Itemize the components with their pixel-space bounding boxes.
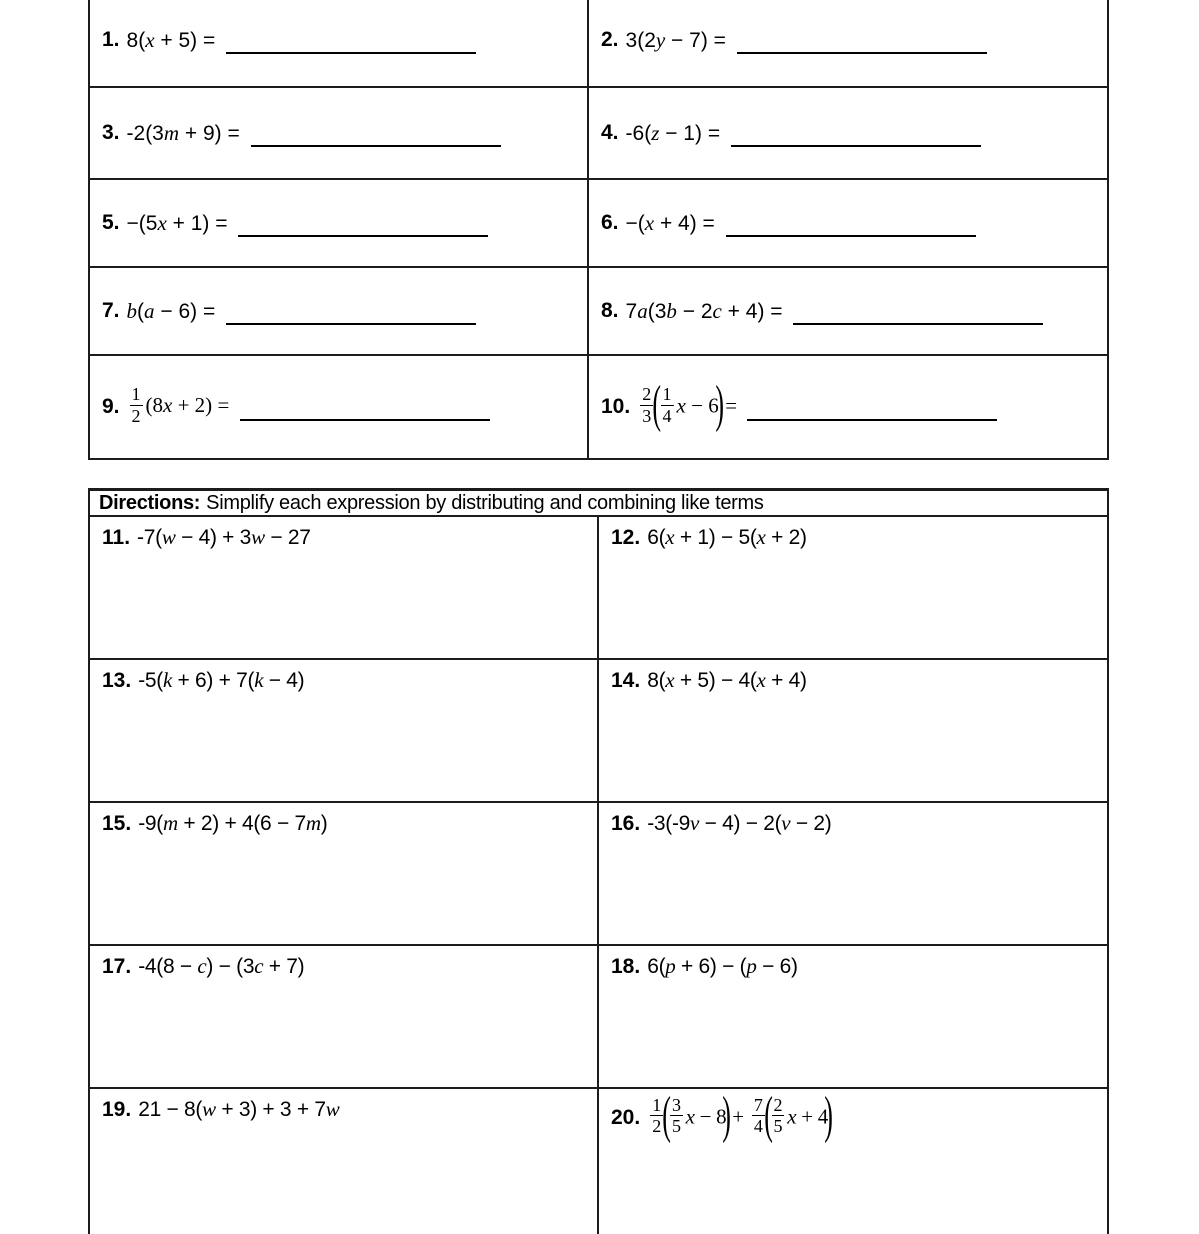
problem-number: 2. [601,28,619,51]
expression-text: − 2 [676,299,713,323]
distribute-problems-table [88,0,1109,460]
answer-blank [251,145,501,147]
expression-text: 21 − 8( [138,1098,203,1121]
problem-number: 8. [601,299,619,322]
problem-number: 12. [611,525,641,549]
problem-cell [90,1089,599,1234]
problem-number: 17. [102,954,132,978]
variable: w [161,525,176,549]
expression-text: 8( [126,28,146,52]
expression-text: − 1) = [659,121,726,145]
variable: x [163,393,173,418]
problem-number: 5. [102,211,120,234]
problem-cell [90,517,599,658]
variable: w [325,1097,340,1121]
variable: x [756,668,766,692]
expression-text: − 6 [685,393,719,418]
problem [601,121,981,146]
problem-expression [647,811,831,836]
fraction-denominator: 2 [652,1116,661,1137]
problem-expression [127,28,222,53]
fraction-numerator: 7 [753,1095,763,1116]
fraction [640,384,653,425]
problem-number: 1. [102,28,120,51]
variable: c [197,954,207,978]
expression-text: = [720,393,743,418]
problem [102,28,476,53]
problem [611,954,798,979]
variable: c [254,954,264,978]
problem-cell [589,268,1107,354]
table-row [90,803,1107,946]
expression-text: (3 [647,299,667,323]
table2-rows [90,517,1107,1234]
fraction [130,384,143,425]
expression-text: − 4) [263,669,305,692]
variable: m [162,811,178,835]
table-row [90,517,1107,660]
problem [601,376,997,434]
problem [102,1097,339,1122]
fraction-numerator: 1 [652,1095,661,1116]
problem-expression [626,211,721,236]
variable: w [251,525,265,549]
fraction-denominator: 5 [671,1116,681,1137]
expression-text: + 5) = [154,28,222,52]
fraction-numerator: 1 [662,384,672,405]
problem-number: 3. [102,121,120,144]
fraction-denominator: 4 [662,405,672,426]
big-paren: ( [763,1089,773,1144]
expression-text: + 3) + 3 + 7 [215,1098,326,1121]
directions-label: Directions: [99,491,201,514]
variable: x [665,668,675,692]
problem-number: 16. [611,811,641,835]
problem-expression [137,525,311,550]
answer-blank [726,235,976,237]
expression-text: ) − (3 [206,955,255,978]
problem-expression [138,668,304,693]
expression-text: + 4 [796,1104,828,1129]
table-row [90,180,1107,268]
expression-text: 6( [647,526,666,549]
simplify-problems-table [88,488,1109,1234]
problem-expression [626,299,789,324]
problem-expression [138,1097,339,1122]
problem-cell [599,1089,1107,1234]
problem-number: 14. [611,668,641,692]
expression-text: − 7) = [665,28,732,52]
table-row [90,1089,1107,1234]
expression-text: + 4) [765,669,807,692]
problem-number: 6. [601,211,619,234]
expression-text: 6( [647,955,666,978]
big-paren: ) [824,1089,833,1144]
variable: x [756,525,766,549]
problem-expression [647,1089,833,1144]
expression-text: − 8 [694,1104,727,1129]
expression-text: −(5 [126,211,158,235]
expression-text: 7 [625,299,638,323]
expression-text: -3(-9 [647,812,691,835]
problem-number: 11. [102,525,131,549]
answer-blank [747,419,997,421]
fraction-denominator: 2 [131,405,141,426]
expression-text: − 6) [756,955,798,978]
variable: x [644,210,655,235]
problem [601,28,987,53]
problem-expression [138,954,304,979]
table-row [90,0,1107,88]
problem-number: 9. [102,395,120,418]
variable: y [655,27,666,52]
problem-cell [589,0,1107,86]
problem-cell [90,88,589,178]
fraction-numerator: 1 [131,384,141,405]
fraction [650,1095,663,1136]
problem [611,811,831,836]
problem-cell [589,180,1107,266]
answer-blank [737,52,987,54]
expression-text: -2(3 [126,121,164,145]
answer-blank [226,52,476,54]
variable: x [145,27,155,52]
variable: v [781,811,791,835]
problem [102,668,304,693]
expression-text: -5( [138,669,163,692]
problem [611,525,807,550]
expression-text: = [212,393,235,418]
big-paren: ) [715,376,724,434]
table-row [90,356,1107,458]
problem-cell [599,803,1107,944]
problem-expression [127,121,246,146]
expression-text: -6( [625,121,652,145]
expression-text: -4(8 − [138,955,198,978]
problem-cell [90,946,599,1087]
variable: v [690,811,700,835]
table1-rows [90,0,1107,458]
expression-text: + 2) [172,393,213,418]
expression-text: + 2) + 4(6 − 7 [177,812,306,835]
variable: m [305,811,321,835]
expression-text: + 1) = [166,211,234,235]
table-row [90,946,1107,1089]
answer-blank [240,419,490,421]
directions-row [90,491,1107,517]
problem [102,954,304,979]
problem-cell [599,660,1107,801]
fraction-denominator: 4 [753,1116,763,1137]
big-paren: ( [662,1089,671,1144]
problem [601,211,976,236]
expression-text: ( [137,299,145,323]
problem-number: 13. [102,668,132,692]
problem-cell [589,88,1107,178]
problem [611,1089,833,1144]
variable: p [746,954,757,978]
expression-text: + [727,1104,749,1129]
table-row [90,660,1107,803]
expression-text: + 5) − 4( [674,669,757,692]
expression-text: -9( [138,812,163,835]
answer-blank [226,323,476,325]
expression-text: + 7) [263,955,305,978]
variable: w [202,1097,216,1121]
big-paren: ( [652,376,662,434]
problem-cell [90,356,589,458]
problem-cell [90,0,589,86]
fraction-numerator: 2 [642,384,652,405]
problem-number: 15. [102,811,132,835]
problem-expression [127,299,222,324]
problem-expression [138,811,327,836]
expression-text: + 4) = [654,211,721,235]
problem-expression [626,28,732,53]
fraction-denominator: 5 [773,1116,783,1137]
expression-text: + 9) = [179,121,246,145]
fraction [772,1095,785,1136]
problem-expression [647,525,806,550]
variable: x [665,525,675,549]
variable: m [163,120,180,145]
expression-text: + 6) + 7( [172,669,255,692]
variable: c [712,298,722,323]
variable: b [666,298,677,323]
answer-blank [238,235,488,237]
problem-expression [127,386,235,427]
expression-text: − 4) + 3 [175,526,252,549]
variable: x [157,210,167,235]
variable: a [144,298,155,323]
problem-number: 18. [611,954,641,978]
problem-cell [599,517,1107,658]
problem [102,121,501,146]
fraction [670,1095,683,1136]
problem-number: 19. [102,1097,132,1121]
problem-number: 20. [611,1105,641,1129]
fraction [661,384,674,425]
table-row [90,268,1107,356]
problem-expression [626,121,726,146]
problem-cell [90,268,589,354]
problem-cell [599,946,1107,1087]
problem [102,386,490,427]
problem [601,299,1043,324]
variable: z [651,120,660,145]
expression-text: + 1) − 5( [674,526,757,549]
expression-text: −( [625,211,645,235]
problem [102,811,327,836]
expression-text: − 4) − 2( [699,812,782,835]
fraction-denominator: 3 [642,405,652,426]
variable: x [787,1104,797,1129]
expression-text: + 6) − ( [675,955,747,978]
directions-text: Simplify each expression by distributing and combining like terms [206,491,764,514]
problem-cell [90,660,599,801]
variable: x [685,1104,695,1129]
table-row [90,88,1107,180]
expression-text: ) [320,812,328,835]
fraction [752,1095,765,1136]
expression-text: -7( [137,526,162,549]
big-paren: ) [722,1089,732,1144]
variable: k [254,668,264,692]
problem-expression [647,668,806,693]
problem-cell [589,356,1107,458]
expression-text: 3(2 [625,28,656,52]
problem-cell [90,180,589,266]
problem [102,211,488,236]
expression-text: − 27 [264,526,311,549]
problem-expression [647,954,797,979]
problem-number: 7. [102,299,120,322]
variable: b [126,298,138,323]
expression-text: − 2) [790,812,832,835]
fraction-numerator: 3 [671,1095,681,1116]
variable: p [665,954,676,978]
expression-text: − 6) = [154,299,222,323]
problem-expression [637,376,743,434]
variable: x [676,393,686,418]
problem [102,525,311,550]
variable: k [162,668,172,692]
problem-number: 10. [601,395,631,418]
problem-expression [127,211,234,236]
problem-number: 4. [601,121,619,144]
fraction-numerator: 2 [773,1095,783,1116]
problem [611,668,807,693]
answer-blank [793,323,1043,325]
expression-text: (8 [145,393,164,418]
expression-text: + 2) [765,526,807,549]
variable: a [637,298,648,323]
problem-cell [90,803,599,944]
expression-text: 8( [647,669,666,692]
answer-blank [731,145,981,147]
expression-text: + 4) = [721,299,789,323]
problem [102,299,476,324]
